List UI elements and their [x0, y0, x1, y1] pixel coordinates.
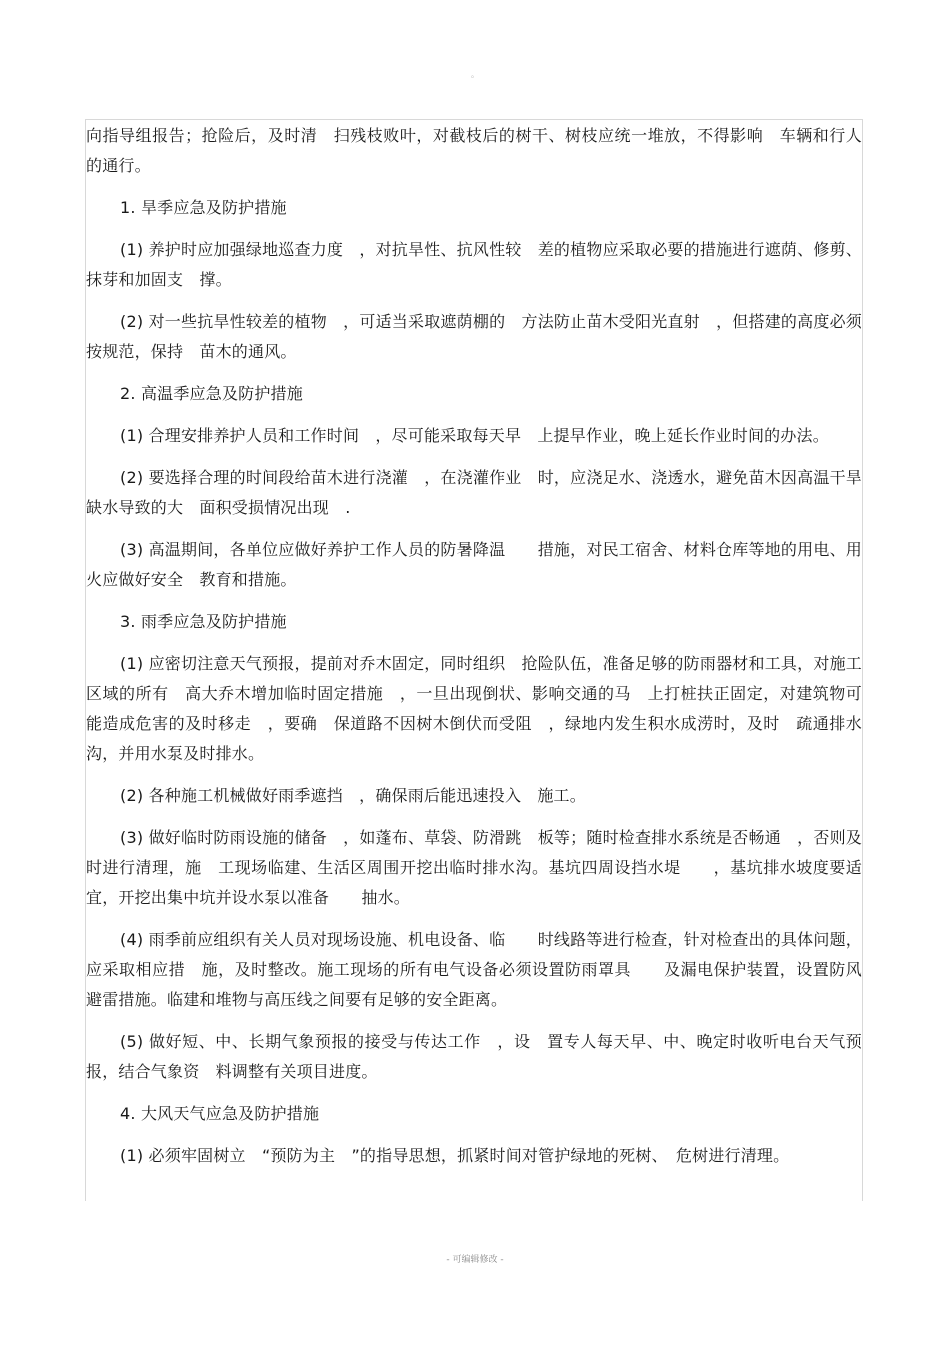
- paragraph-rain-1: (1) 应密切注意天气预报，提前对乔木固定，同时组织 抢险队伍，准备足够的防雨器材和工具，对施工区域的所有 高大乔木增加临时固定措施 ，一旦出现倒状、影响交通的马 上打桩扶正固定，对建筑物可能造成危害的及时移走 ，要确 保道路不因树木倒伏而受阻 ，绿地内发生积水成涝时，及时 疏通排水沟，并用水泵及时排水。: [86, 654, 862, 763]
- paragraph-continued: 向指导组报告；抢险后，及时清 扫残枝败叶，对截枝后的树干、树枝应统一堆放，不得影响 车辆和行人的通行。: [86, 126, 862, 175]
- paragraph-heat-1: (1) 合理安排养护人员和工作时间 ，尽可能采取每天早 上提早作业，晚上延长作业时间的办法。: [120, 426, 829, 445]
- header-mark: 。: [471, 70, 479, 79]
- section-heading-heat: 2. 高温季应急及防护措施: [120, 384, 303, 403]
- page-footer: - 可编辑修改 -: [446, 1255, 504, 1265]
- paragraph-rain-4: (4) 雨季前应组织有关人员对现场设施、机电设备、临 时线路等进行检查，针对检查出的具体问题，应采取相应措 施，及时整改。施工现场的所有电气设备必须设置防雨罩具 及漏电保护装置，设置防风避雷措施。临建和堆物与高压线之间要有足够的安全距离。: [86, 930, 862, 1009]
- paragraph-heat-2: (2) 要选择合理的时间段给苗木进行浇灌 ，在浇灌作业 时，应浇足水、浇透水，避免苗木因高温干旱缺水导致的大 面积受损情况出现 .: [86, 468, 862, 517]
- section-heading-rain: 3. 雨季应急及防护措施: [120, 612, 287, 631]
- paragraph-rain-5: (5) 做好短、中、长期气象预报的接受与传达工作 ，设 置专人每天早、中、晚定时收听电台天气预报，结合气象资 料调整有关项目进度。: [86, 1032, 862, 1081]
- section-heading-wind: 4. 大风天气应急及防护措施: [120, 1104, 320, 1123]
- paragraph-rain-2: (2) 各种施工机械做好雨季遮挡 ，确保雨后能迅速投入 施工。: [120, 786, 586, 805]
- section-heading-drought: 1. 旱季应急及防护措施: [120, 198, 287, 217]
- paragraph-drought-2: (2) 对一些抗旱性较差的植物 ，可适当采取遮荫棚的 方法防止苗木受阳光直射 ，但搭建的高度必须按规范，保持 苗木的通风。: [86, 312, 862, 361]
- paragraph-rain-3: (3) 做好临时防雨设施的储备 ，如蓬布、草袋、防滑跳 板等；随时检查排水系统是否畅通 ，否则及时进行清理，施 工现场临建、生活区周围开挖出临时排水沟。基坑四周设挡水堤 ，基坑排水坡度要适宜，开挖出集中坑并设水泵以准备 抽水。: [86, 828, 862, 907]
- paragraph-heat-3: (3) 高温期间，各单位应做好养护工作人员的防暑降温 措施，对民工宿舍、材料仓库等地的用电、用火应做好安全 教育和措施。: [86, 540, 862, 589]
- document-body: [86, 121, 862, 1183]
- paragraph-wind-1: (1) 必须牢固树立 “预防为主 ”的指导思想，抓紧时间对管护绿地的死树、 危树进行清理。: [120, 1146, 790, 1165]
- paragraph-drought-1: (1) 养护时应加强绿地巡查力度 ，对抗旱性、抗风性较 差的植物应采取必要的措施进行遮荫、修剪、抹芽和加固支 撑。: [86, 240, 862, 289]
